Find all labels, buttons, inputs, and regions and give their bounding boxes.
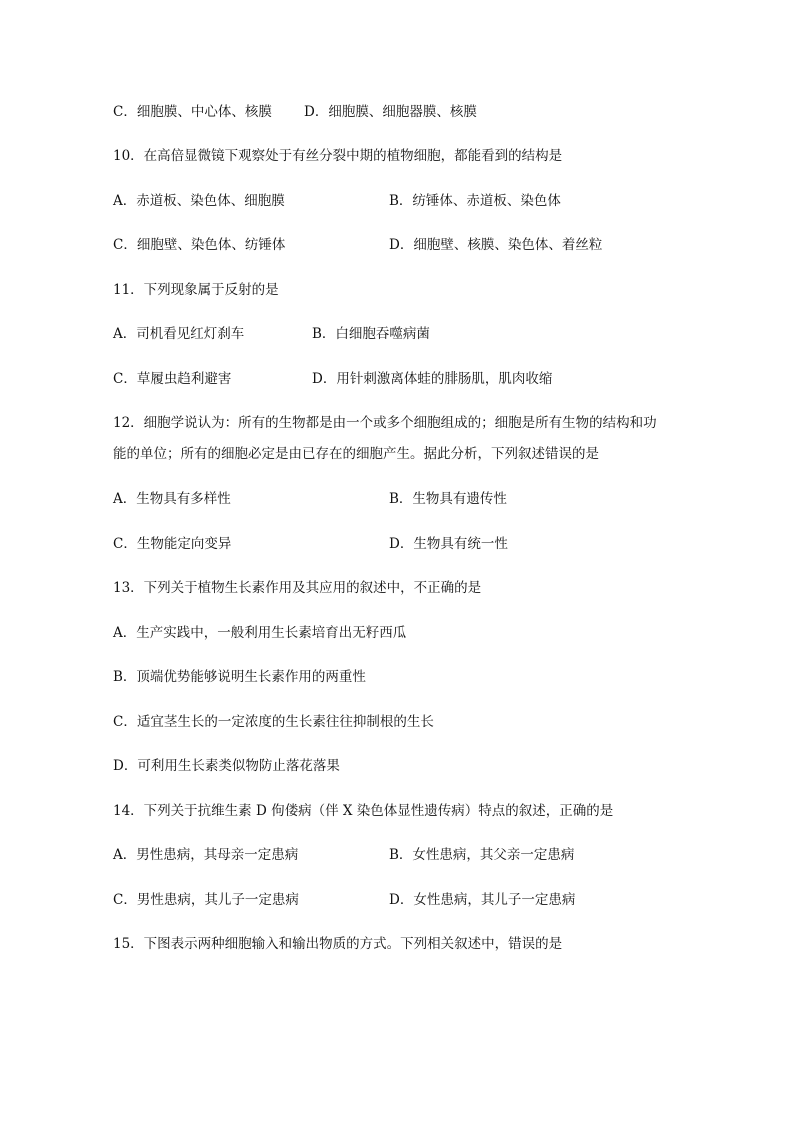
q11-stem: 11．下列现象属于反射的是 (113, 282, 279, 298)
q9-option-d: D．细胞膜、细胞器膜、核膜 (304, 104, 477, 120)
q13-option-d: D．可利用生长素类似物防止落花落果 (113, 758, 340, 774)
q9-option-c: C．细胞膜、中心体、核膜 (113, 104, 272, 120)
q10-option-a: A．赤道板、染色体、细胞膜 (113, 193, 285, 209)
q14-option-b: B．女性患病，其父亲一定患病 (389, 847, 575, 863)
q12-stem-line2: 能的单位；所有的细胞必定是由已存在的细胞产生。据此分析，下列叙述错误的是 (113, 446, 599, 462)
q11-option-b: B．白细胞吞噬病菌 (312, 326, 430, 342)
q15-stem: 15．下图表示两种细胞输入和输出物质的方式。下列相关叙述中，错误的是 (113, 936, 563, 952)
q13-option-b: B．顶端优势能够说明生长素作用的两重性 (113, 669, 366, 685)
q14-option-c: C．男性患病，其儿子一定患病 (113, 892, 299, 908)
q14-option-a: A．男性患病，其母亲一定患病 (113, 847, 299, 863)
q12-option-a: A．生物具有多样性 (113, 491, 231, 507)
q12-option-c: C．生物能定向变异 (113, 536, 232, 552)
q12-stem-line1: 12．细胞学说认为：所有的生物都是由一个或多个细胞组成的；细胞是所有生物的结构和功 (113, 415, 657, 431)
q10-option-b: B．纺锤体、赤道板、染色体 (389, 193, 561, 209)
q14-stem: 14．下列关于抗维生素 D 佝偻病（伴 X 染色体显性遗传病）特点的叙述，正确的是 (113, 803, 614, 819)
q10-stem: 10．在高倍显微镜下观察处于有丝分裂中期的植物细胞，都能看到的结构是 (113, 148, 563, 164)
q13-option-c: C．适宜茎生长的一定浓度的生长素往往抑制根的生长 (113, 714, 434, 730)
q12-option-b: B．生物具有遗传性 (389, 491, 507, 507)
q11-option-c: C．草履虫趋利避害 (113, 371, 232, 387)
q11-option-d: D．用针刺激离体蛙的腓肠肌，肌肉收缩 (312, 371, 553, 387)
q11-option-a: A．司机看见红灯刹车 (113, 326, 245, 342)
q12-option-d: D．生物具有统一性 (389, 536, 508, 552)
q13-option-a: A．生产实践中，一般利用生长素培育出无籽西瓜 (113, 625, 407, 641)
q13-stem: 13．下列关于植物生长素作用及其应用的叙述中，不正确的是 (113, 580, 482, 596)
q10-option-c: C．细胞壁、染色体、纺锤体 (113, 237, 286, 253)
q10-option-d: D．细胞壁、核膜、染色体、着丝粒 (389, 237, 603, 253)
q14-option-d: D．女性患病，其儿子一定患病 (389, 892, 576, 908)
